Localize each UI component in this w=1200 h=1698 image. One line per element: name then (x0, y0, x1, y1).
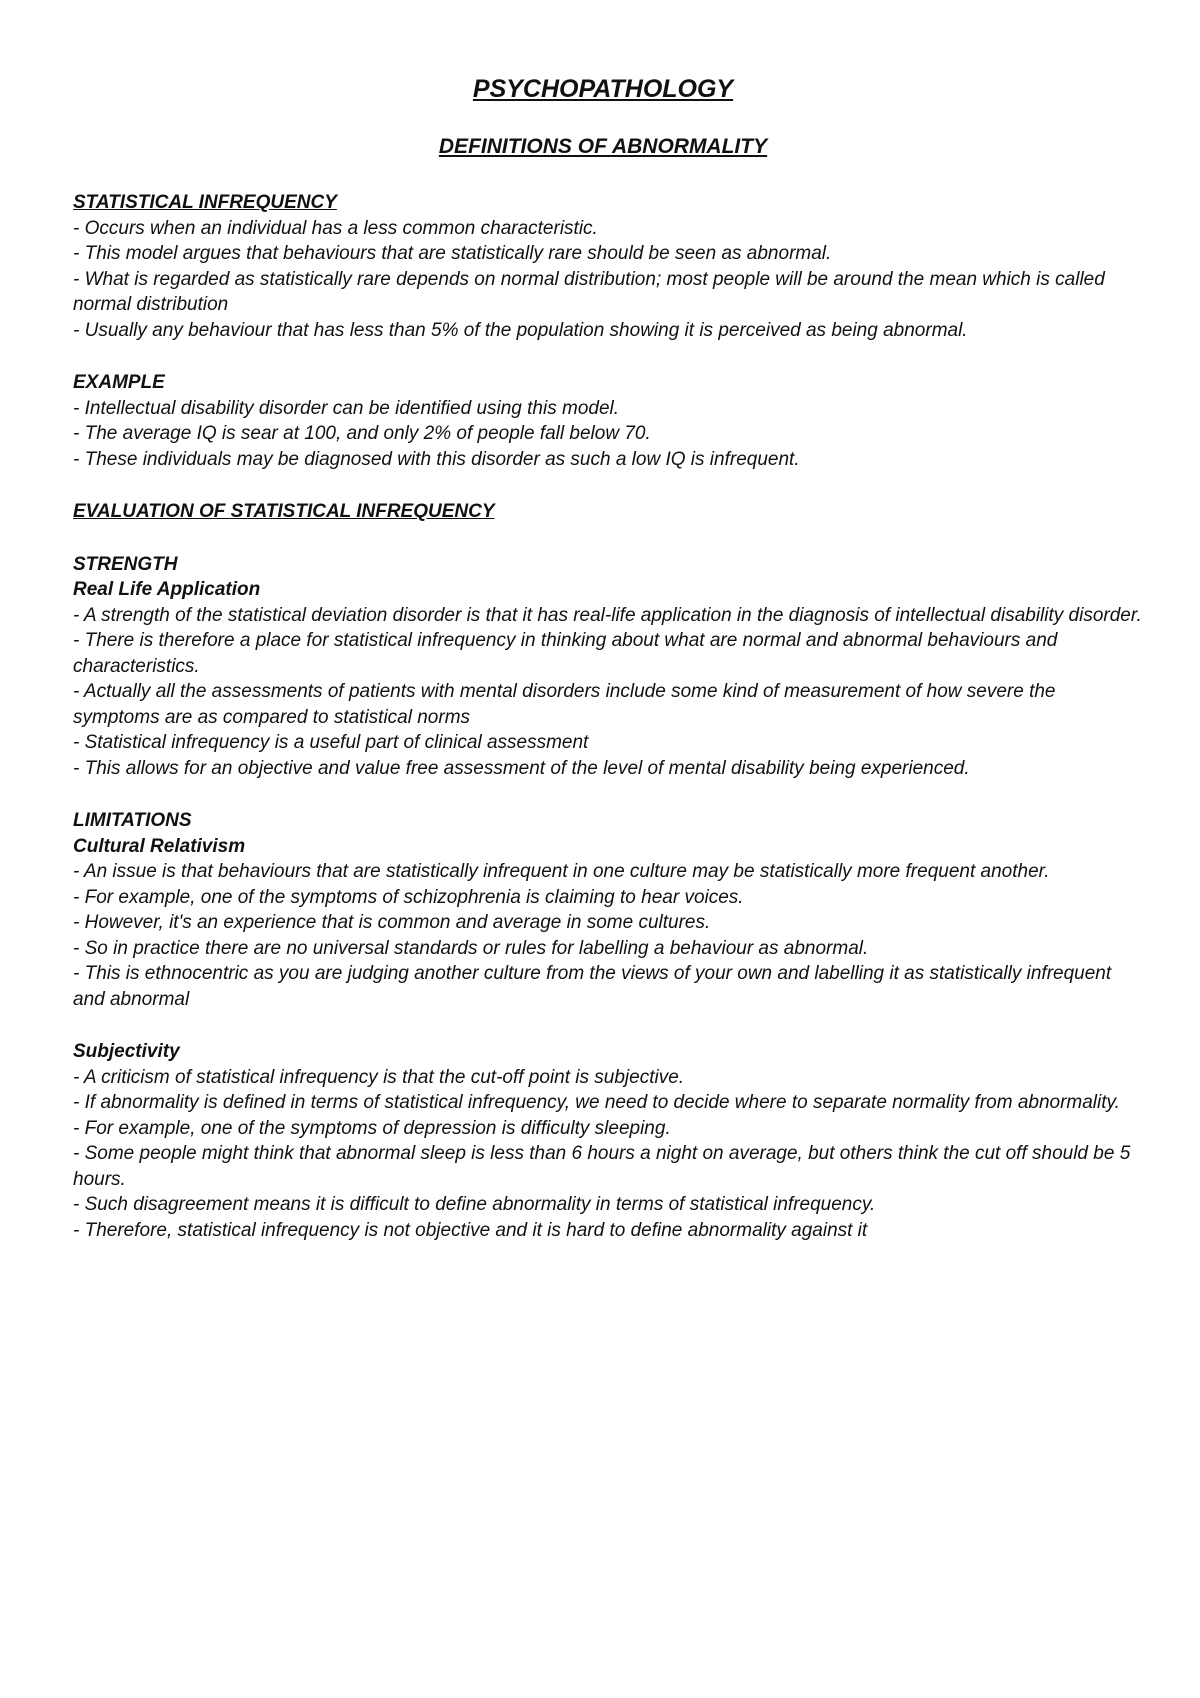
section-subheading: Cultural Relativism (73, 835, 246, 857)
section-evaluation (73, 499, 1143, 525)
section-subheading: Real Life Application (73, 579, 261, 600)
section-heading: EXAMPLE (73, 372, 165, 393)
section-strength (73, 552, 1143, 782)
bullet-line: - Actually all the assessments of patients with mental disorders include some kind of measurement of how severe the symptoms are as compared to statistical norms (73, 681, 1056, 728)
section-example (73, 370, 1143, 472)
section-heading: STATISTICAL INFREQUENCY (73, 192, 337, 213)
bullet-line: - If abnormality is defined in terms of statistical infrequency, we need to decide where to separate normality from abnormality. (73, 1092, 1120, 1113)
document-title: PSYCHOPATHOLOGY (472, 75, 734, 103)
section-heading: Subjectivity (73, 1041, 180, 1062)
bullet-line: - The average IQ is sear at 100, and only 2% of people fall below 70. (73, 423, 651, 444)
bullet-line: - A strength of the statistical deviation disorder is that it has real-life application in the diagnosis of intellectual disability disorder. (73, 604, 1142, 626)
bullet-line: - There is therefore a place for statistical infrequency in thinking about what are normal and abnormal behaviours and characteristics. (73, 630, 1058, 677)
section-statistical-infrequency (73, 190, 1143, 343)
document-subtitle: DEFINITIONS OF ABNORMALITY (438, 135, 768, 158)
bullet-line: - Some people might think that abnormal sleep is less than 6 hours a night on average, but others think the cut off should be 5 hours. (73, 1143, 1131, 1190)
bullet-line: - These individuals may be diagnosed with this disorder as such a low IQ is infrequent. (73, 448, 800, 470)
bullet-line: - However, it's an experience that is common and average in some cultures. (73, 912, 711, 933)
bullet-line: - For example, one of the symptoms of schizophrenia is claiming to hear voices. (73, 886, 744, 908)
bullet-line: - So in practice there are no universal standards or rules for labelling a behaviour as abnormal. (73, 937, 869, 959)
bullet-line: - Intellectual disability disorder can be identified using this model. (73, 397, 620, 419)
bullet-line: - This is ethnocentric as you are judging another culture from the views of your own and labelling it as statistically infrequent and abnormal (73, 963, 1112, 1010)
bullet-line: - Such disagreement means it is difficult to define abnormality in terms of statistical infrequency. (73, 1194, 876, 1215)
bullet-line: - This model argues that behaviours that are statistically rare should be seen as abnormal. (73, 243, 832, 264)
bullet-line: - Statistical infrequency is a useful part of clinical assessment (73, 732, 589, 753)
bullet-line: - An issue is that behaviours that are statistically infrequent in one culture may be statistically more frequent another. (73, 861, 1050, 882)
bullet-line: - A criticism of statistical infrequency is that the cut-off point is subjective. (73, 1066, 685, 1088)
section-heading: EVALUATION OF STATISTICAL INFREQUENCY (73, 501, 495, 522)
bullet-line: - Occurs when an individual has a less common characteristic. (73, 217, 598, 239)
section-heading: STRENGTH (73, 553, 178, 575)
section-subjectivity (73, 1039, 1143, 1243)
bullet-line: - This allows for an objective and value free assessment of the level of mental disability being experienced. (73, 757, 970, 779)
document-page (73, 66, 1143, 1243)
section-heading: LIMITATIONS (73, 810, 192, 831)
bullet-line: - For example, one of the symptoms of depression is difficulty sleeping. (73, 1117, 671, 1139)
bullet-line: - Therefore, statistical infrequency is not objective and it is hard to define abnormality against it (73, 1219, 868, 1241)
bullet-line: - Usually any behaviour that has less than 5% of the population showing it is perceived as being abnormal. (73, 319, 968, 341)
bullet-line: - What is regarded as statistically rare depends on normal distribution; most people will be around the mean which is called normal distribution (73, 268, 1105, 315)
section-limitations (73, 808, 1143, 1012)
